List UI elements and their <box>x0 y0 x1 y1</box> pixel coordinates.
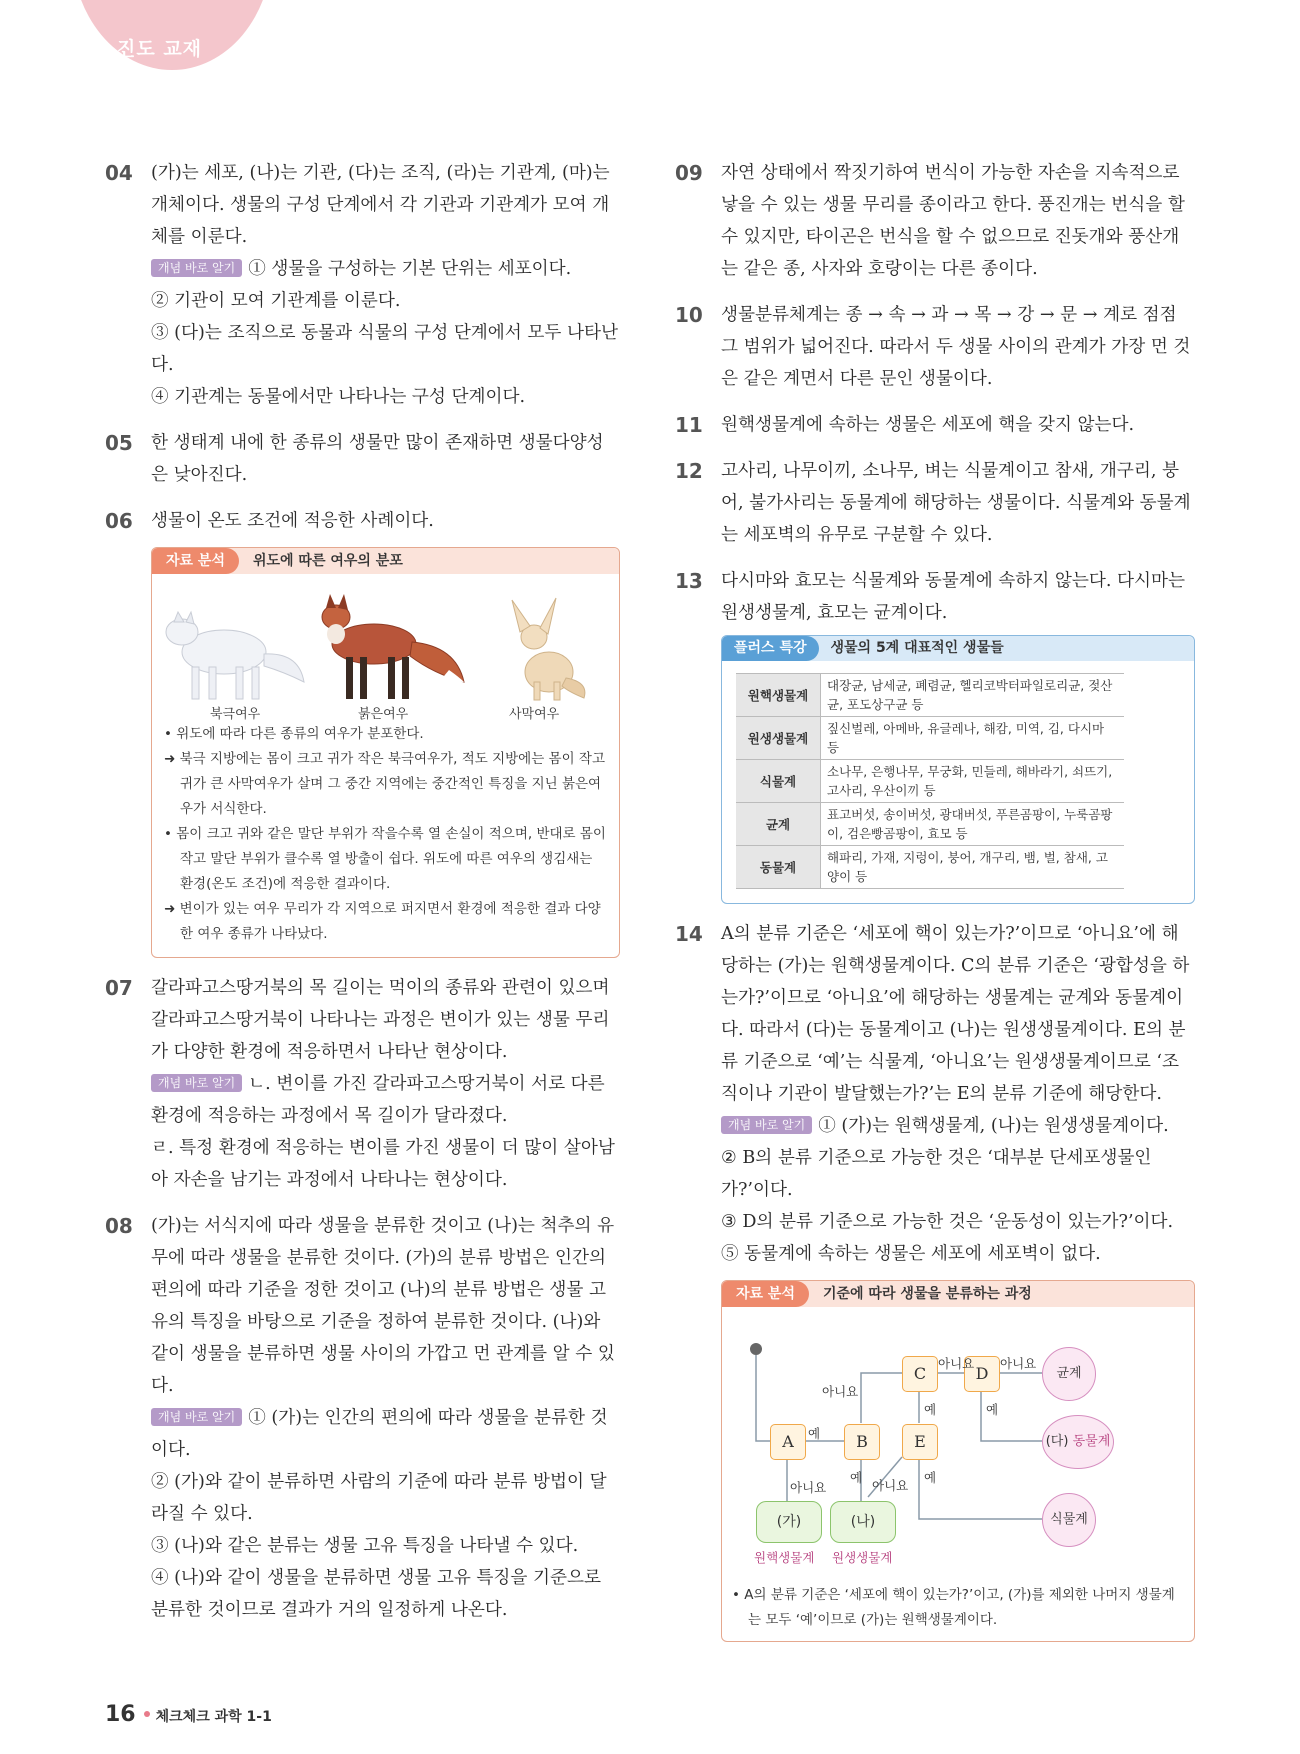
answer-text: (가)는 서식지에 따라 생물을 분류한 것이고 (나)는 척추의 유무에 따라 생물을 분류한 것이다. (가)의 분류 방법은 인간의 편의에 따라 기준을 정한 것이고 (나)의 분류 방법은 생물 고유의 특징을 바탕으로 기준을 정하여 분류한 것이다. (나)와 같이 생물을 분류하면 생물 사이의 가깝고 먼 관계를 알 수 있다. <box>151 1216 615 1396</box>
question-number: 05 <box>105 431 133 455</box>
question-number: 10 <box>675 303 703 327</box>
box-note: • 위도에 따라 다른 종류의 여우가 분포한다. <box>164 726 424 742</box>
answer-text: 갈라파고스땅거북의 목 길이는 먹이의 종류와 관련이 있으며 갈라파고스땅거북이 나타나는 과정은 변이가 있는 생물 무리가 다양한 환경에 적응하면서 나타난 현상이다. <box>151 978 610 1062</box>
concept-line: ③ D의 분류 기준으로 가능한 것은 ‘운동성이 있는가?’이다. <box>721 1212 1174 1232</box>
table-key: 원생생물계 <box>736 717 821 760</box>
classification-diagram <box>732 1313 1184 1583</box>
answer-text: A의 분류 기준은 ‘세포에 핵이 있는가?’이므로 ‘아니요’에 해당하는 (가)는 원핵생물계이다. C의 분류 기준은 ‘광합성을 하는가?’이므로 ‘아니요’에 해당하는 생물계는 균계와 동물계이다. 따라서 (다)는 동물계이고 (나)는 원생생물계이다. E의 분류 기준으로 ‘예’는 식물계, ‘아니요’는 원생생물계이므로 ‘조직이나 기관이 발달했는가?’는 E의 분류 기준에 해당한다. <box>721 924 1190 1104</box>
concept-line: ③ (나)와 같은 분류는 생물 고유 특징을 나타낼 수 있다. <box>151 1536 579 1556</box>
question-number: 07 <box>105 976 133 1000</box>
table-value: 표고버섯, 송이버섯, 광대버섯, 푸른곰팡이, 누룩곰팡이, 검은빵곰팡이, 효모 등 <box>821 803 1125 846</box>
table-row <box>736 803 1124 846</box>
answer-text: 원핵생물계에 속하는 생물은 세포에 핵을 갖지 않는다. <box>721 415 1135 435</box>
concept-line: ④ 기관계는 동물에서만 나타나는 구성 단계이다. <box>151 387 526 407</box>
answer-text: 자연 상태에서 짝짓기하여 번식이 가능한 자손을 지속적으로 낳을 수 있는 생물 무리를 종이라고 한다. 풍진개는 번식을 할 수 있지만, 타이곤은 번식을 할 수 없으므로 진돗개와 풍산개는 같은 종, 사자와 호랑이는 다른 종이다. <box>721 163 1185 279</box>
box-title: 기준에 따라 생물을 분류하는 과정 <box>822 1286 1032 1302</box>
red-fox-icon <box>322 594 464 699</box>
branch-label: 아니요 <box>822 1384 859 1399</box>
node-d: D <box>964 1356 1000 1392</box>
question-number: 04 <box>105 161 133 185</box>
box-tab: 자료 분석 <box>152 548 239 574</box>
box-note: ➜ 북극 지방에는 몸이 크고 귀가 작은 북극여우가, 적도 지방에는 몸이 작고 귀가 큰 사막여우가 살며 그 중간 지역에는 중간적인 특징을 지닌 붉은여우가 서식한다. <box>164 751 605 817</box>
table-value: 대장균, 남세균, 폐렴균, 헬리코박터파일로리균, 젖산균, 포도상구균 등 <box>821 674 1125 717</box>
page-number: 16 <box>105 1702 136 1727</box>
branch-label: 아니요 <box>790 1480 827 1495</box>
answer-text: 고사리, 나무이끼, 소나무, 벼는 식물계이고 참새, 개구리, 붕어, 불가사리는 동물계에 해당하는 생물이다. 식물계와 동물계는 세포벽의 유무로 구분할 수 있다. <box>721 461 1191 545</box>
concept-tag: 개념 바로 알기 <box>151 1408 242 1426</box>
concept-tag: 개념 바로 알기 <box>151 1074 242 1092</box>
plus-tab: 플러스 특강 <box>722 636 819 661</box>
answer-ga: 원핵생물계 <box>754 1550 815 1565</box>
node-c: C <box>902 1356 938 1392</box>
concept-line: ② (가)와 같이 분류하면 사람의 기준에 따라 분류 방법이 달라질 수 있다. <box>151 1472 607 1524</box>
concept-line: ㄹ. 특정 환경에 적응하는 변이를 가진 생물이 더 많이 살아남아 자손을 남기는 과정에서 나타나는 현상이다. <box>151 1138 615 1190</box>
right-column <box>675 157 1195 1656</box>
concept-line: ② B의 분류 기준으로 가능한 것은 ‘대부분 단세포생물인가?’이다. <box>721 1148 1152 1200</box>
question-11 <box>675 409 1195 441</box>
result-animal <box>1042 1415 1114 1469</box>
question-number: 08 <box>105 1214 133 1238</box>
table-row <box>736 717 1124 760</box>
node-a: A <box>770 1424 806 1460</box>
concept-tag: 개념 바로 알기 <box>721 1116 812 1134</box>
result-ga: (가) <box>756 1501 822 1543</box>
box-tab: 자료 분석 <box>722 1281 809 1307</box>
fennec-fox-icon <box>512 598 585 700</box>
box-note: ➜ 변이가 있는 여우 무리가 각 지역으로 퍼지면서 환경에 적응한 결과 다양한 여우 종류가 나타났다. <box>164 901 601 942</box>
concept-line: ㄴ. 변이를 가진 갈라파고스땅거북이 서로 다른 환경에 적응하는 과정에서 목 길이가 달라졌다. <box>151 1074 605 1126</box>
question-05 <box>105 427 620 491</box>
result-plant: 식물계 <box>1042 1493 1096 1547</box>
table-key: 동물계 <box>736 846 821 889</box>
branch-label: 예 <box>808 1426 821 1441</box>
question-number: 09 <box>675 161 703 185</box>
plus-lecture-box <box>721 635 1195 904</box>
footer-dot <box>144 1711 150 1717</box>
concept-tag: 개념 바로 알기 <box>151 259 242 277</box>
table-key: 균계 <box>736 803 821 846</box>
question-number: 14 <box>675 922 703 946</box>
concept-line: ② 기관이 모여 기관계를 이룬다. <box>151 291 401 311</box>
table-value: 소나무, 은행나무, 무궁화, 민들레, 해바라기, 쇠뜨기, 고사리, 우산이끼 등 <box>821 760 1125 803</box>
box-note: • 몸이 크고 귀와 같은 말단 부위가 작을수록 열 손실이 적으며, 반대로 몸이 작고 말단 부위가 클수록 열 방출이 쉽다. 위도에 따른 여우의 생김새는 환경(온도 조건)에 적응한 결과이다. <box>164 826 606 892</box>
answer-text: 생물분류체계는 종 → 속 → 과 → 목 → 강 → 문 → 계로 점점 그 범위가 넓어진다. 따라서 두 생물 사이의 관계가 가장 먼 것은 같은 계면서 다른 문인 생물이다. <box>721 305 1191 389</box>
table-key: 식물계 <box>736 760 821 803</box>
answer-na: 원생생물계 <box>832 1550 893 1565</box>
node-b: B <box>844 1424 880 1460</box>
fox-illustrations <box>164 582 607 722</box>
answer-text: 한 생태계 내에 한 종류의 생물만 많이 존재하면 생물다양성은 낮아진다. <box>151 433 604 485</box>
answer-text: 다시마와 효모는 식물계와 동물계에 속하지 않는다. 다시마는 원생생물계, 효모는 균계이다. <box>721 571 1186 623</box>
question-number: 13 <box>675 569 703 593</box>
arctic-fox-icon <box>166 612 304 699</box>
concept-line: ④ (나)와 같이 생물을 분류하면 생물 고유 특징을 기준으로 분류한 것이므로 결과가 거의 일정하게 나온다. <box>151 1568 601 1620</box>
book-title: 체크체크 과학 1-1 <box>155 1709 272 1725</box>
box-note: • A의 분류 기준은 ‘세포에 핵이 있는가?’이고, (가)를 제외한 나머지 생물계는 모두 ‘예’이므로 (가)는 원핵생물계이다. <box>732 1587 1175 1628</box>
concept-line: ① 생물을 구성하는 기본 단위는 세포이다. <box>248 259 572 279</box>
fox-caption: 북극여우 <box>210 707 261 722</box>
fox-image <box>164 582 604 707</box>
concept-line: ③ (다)는 조직으로 동물과 식물의 구성 단계에서 모두 나타난다. <box>151 323 618 375</box>
fox-caption: 붉은여우 <box>358 707 409 722</box>
branch-label: 예 <box>986 1402 999 1417</box>
question-number: 12 <box>675 459 703 483</box>
answer-text: 생물이 온도 조건에 적응한 사례이다. <box>151 511 434 531</box>
fox-caption: 사막여우 <box>509 707 560 722</box>
question-04 <box>105 157 620 413</box>
question-06 <box>105 505 620 958</box>
concept-line: ① (가)는 원핵생물계, (나)는 원생생물계이다. <box>818 1116 1169 1136</box>
result-na: (나) <box>830 1501 896 1543</box>
question-12 <box>675 455 1195 551</box>
node-e: E <box>902 1424 938 1460</box>
branch-label: 예 <box>924 1470 937 1485</box>
question-number: 06 <box>105 509 133 533</box>
kingdom-table <box>736 673 1124 889</box>
plus-title: 생물의 5계 대표적인 생물들 <box>830 640 1004 656</box>
left-column <box>105 157 620 1640</box>
question-09 <box>675 157 1195 285</box>
branch-label: 예 <box>850 1470 863 1485</box>
data-analysis-box <box>151 547 620 958</box>
page-footer <box>105 1702 272 1727</box>
answer-text: (가)는 세포, (나)는 기관, (다)는 조직, (라)는 기관계, (마)는 개체이다. 생물의 구성 단계에서 각 기관과 기관계가 모여 개체를 이룬다. <box>151 163 610 247</box>
result-label: (다) <box>1045 1434 1069 1449</box>
box-title: 위도에 따른 여우의 분포 <box>252 553 403 569</box>
table-row <box>736 846 1124 889</box>
branch-label: 아니요 <box>872 1478 909 1493</box>
table-row <box>736 674 1124 717</box>
question-10 <box>675 299 1195 395</box>
question-08 <box>105 1210 620 1626</box>
branch-label: 아니요 <box>938 1356 975 1371</box>
result-answer: 동물계 <box>1072 1434 1111 1449</box>
question-07 <box>105 972 620 1196</box>
table-row <box>736 760 1124 803</box>
table-value: 짚신벌레, 아메바, 유글레나, 해캄, 미역, 김, 다시마 등 <box>821 717 1125 760</box>
branch-label: 예 <box>924 1402 937 1417</box>
section-label: 진도 교재 <box>117 38 203 60</box>
branch-label: 아니요 <box>1000 1356 1037 1371</box>
concept-line: ① (가)는 인간의 편의에 따라 생물을 분류한 것이다. <box>151 1408 608 1460</box>
result-fungi: 균계 <box>1042 1347 1096 1401</box>
classification-box <box>721 1280 1195 1642</box>
question-number: 11 <box>675 413 703 437</box>
question-14 <box>675 918 1195 1642</box>
table-key: 원핵생물계 <box>736 674 821 717</box>
concept-line: ⑤ 동물계에 속하는 생물은 세포에 세포벽이 없다. <box>721 1244 1101 1264</box>
question-13 <box>675 565 1195 904</box>
table-value: 해파리, 가재, 지렁이, 붕어, 개구리, 뱀, 벌, 참새, 고양이 등 <box>821 846 1125 889</box>
